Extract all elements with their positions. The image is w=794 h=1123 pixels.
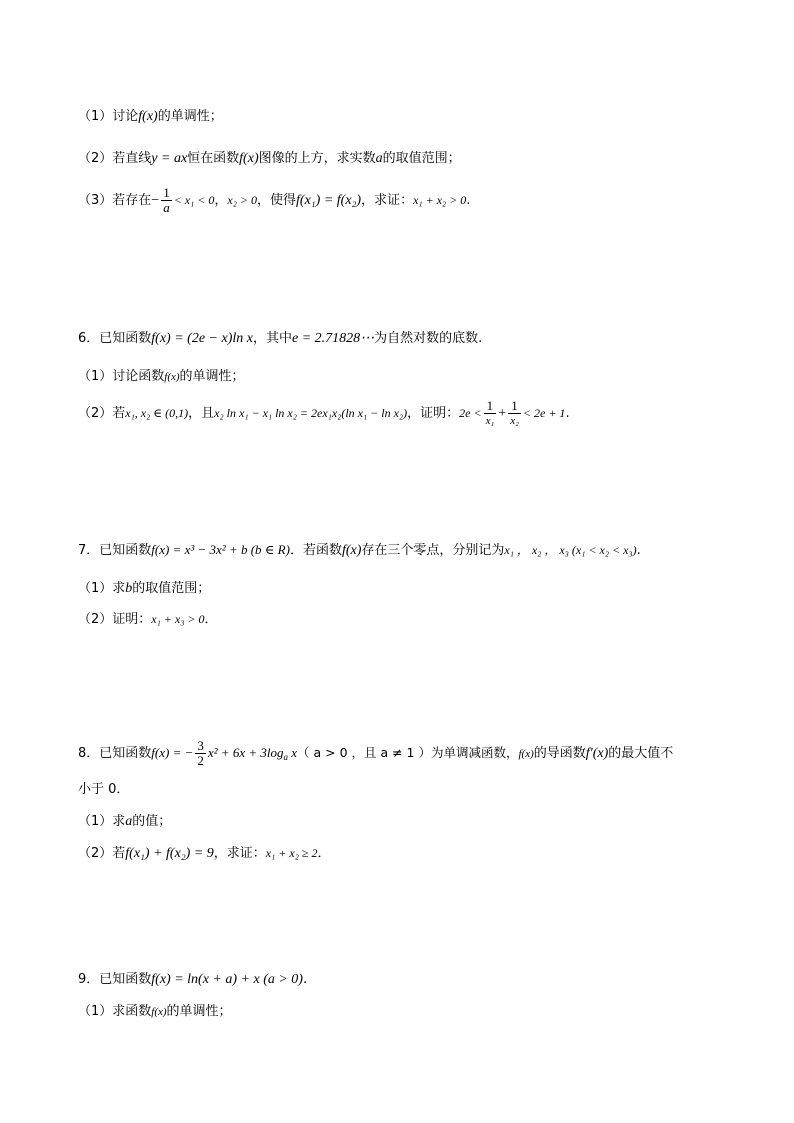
- q7-stem: [78, 540, 641, 561]
- q6-p2-left: 2e <: [459, 406, 482, 420]
- q5-p3-label: （3）若存在: [78, 193, 152, 208]
- q6-p2-frac2-num: 1: [508, 399, 521, 414]
- q7-number: 7．已知函数: [78, 543, 152, 558]
- q9-stem: [78, 970, 307, 990]
- q9-part1: [78, 1002, 232, 1022]
- q9-number: 9．已知函数: [78, 972, 152, 987]
- q6-p2-frac2-den: x₂: [510, 415, 519, 427]
- q5-p2-tail: 图像的上方，求实数: [258, 151, 376, 166]
- q6-p2-prove: ，证明：: [407, 406, 460, 421]
- q6-p1-label: （1）讨论函数: [78, 369, 165, 384]
- q7-tail: 存在三个零点，分别记为: [361, 543, 505, 558]
- q8-fn-pre: f(x) = −: [151, 745, 194, 760]
- q7-mid: ．若函数: [289, 543, 342, 558]
- q8-p2-eq: f(x₁) + f(x₂) = 9: [125, 846, 214, 861]
- q7-part2: [78, 609, 218, 630]
- q5-p3-cond2: x₂ > 0: [227, 193, 258, 207]
- q7-p1-b: b: [125, 581, 133, 596]
- q5-p1-fx: f(x): [138, 109, 158, 124]
- q8-p1-label: （1）求: [78, 814, 126, 829]
- q8-stem-cont: [78, 780, 129, 800]
- q6-p2-set: x₁, x₂ ∈ (0,1): [125, 406, 189, 420]
- q6-e-value: e = 2.71828⋯: [291, 331, 375, 346]
- q7-p2-label: （2）证明：: [78, 612, 152, 627]
- q5-p1-tail: 的单调性；: [157, 109, 223, 124]
- q8-fpx: f′(x): [585, 746, 609, 761]
- q5-p2-a: a: [375, 151, 383, 166]
- q5-p3-frac-den: a: [163, 200, 170, 215]
- q9-p1-label: （1）求函数: [78, 1004, 152, 1019]
- q5-part3: （3）若存在− $\frac{1}{a}$ < x₁ < 0，x₂ > 0，使得f(x₁) = f(x₂)，求证：x₁ + x₂ > 0.: [78, 185, 471, 215]
- q6-p2-mid: ，且: [188, 406, 215, 421]
- q8-p2-end: ．: [317, 846, 331, 861]
- q8-p2-res: x₁ + x₂ ≥ 2: [265, 846, 318, 860]
- q8-fraction: [195, 739, 206, 768]
- q9-p1-fx: f(x): [151, 1006, 167, 1018]
- q5-p3-res: x₁ + x₂ > 0: [413, 193, 467, 207]
- q6-mid: ，其中: [252, 331, 292, 346]
- q8-p1-tail: 的值；: [132, 814, 172, 829]
- q6-p2-frac1: [484, 399, 497, 428]
- q9-end: .: [302, 972, 308, 987]
- q6-part2: [78, 397, 570, 430]
- q8-fn-end: x: [287, 745, 298, 760]
- q5-p3-cond1: < x₁ < 0: [173, 193, 215, 207]
- q8-part1: [78, 812, 171, 832]
- q8-fx: f(x): [518, 748, 534, 760]
- q6-number: 6．已知函数: [78, 331, 152, 346]
- q5-p3-mid: ，使得: [257, 193, 297, 208]
- q7-p2-end: ．: [204, 612, 218, 627]
- q8-frac-den: 2: [197, 753, 204, 768]
- q6-p1-fx: f(x): [164, 371, 180, 383]
- q8-p1-a: a: [125, 814, 133, 829]
- q5-p3-prove: ，求证：: [361, 193, 414, 208]
- q8-part2: [78, 843, 330, 864]
- q6-tail: 为自然对数的底数.: [374, 331, 483, 346]
- q8-log-base: a: [283, 752, 288, 762]
- q6-p2-plus: +: [498, 406, 507, 421]
- q8-p2-label: （2）若: [78, 846, 126, 861]
- q6-p2-frac2: [508, 399, 521, 428]
- q9-p1-tail: 的单调性；: [166, 1004, 232, 1019]
- q6-p2-eq: x₂ ln x₁ − x₁ ln x₂ = 2ex₁x₂(ln x₁ − ln x₂): [214, 406, 408, 420]
- q5-p3-fraction: [161, 186, 172, 215]
- q5-p2-mid: 恒在函数: [187, 151, 240, 166]
- q8-fn-post: x² + 6x + 3log: [207, 745, 284, 760]
- q7-function: f(x) = x³ − 3x² + b (b ∈ R): [151, 542, 290, 557]
- q8-p2-prove: ，求证：: [213, 846, 266, 861]
- q7-end: .: [636, 543, 641, 558]
- q5-p2-tail2: 的取值范围；: [382, 151, 461, 166]
- q5-p1-label: （1）讨论: [78, 109, 139, 124]
- q5-p2-fx: f(x): [239, 151, 259, 166]
- q5-p3-end: .: [466, 193, 471, 208]
- q8-stem-line2: 小于 0．: [78, 782, 130, 797]
- q7-p1-tail: 的取值范围；: [132, 581, 211, 596]
- q6-p2-end: .: [565, 406, 570, 421]
- q6-p2-label: （2）若: [78, 406, 126, 421]
- q7-part1: [78, 579, 210, 599]
- q6-part1: [78, 367, 245, 387]
- q8-mid: 的导函数: [533, 746, 586, 761]
- q5-part2: [78, 149, 461, 169]
- q9-function: f(x) = ln(x + a) + x (a > 0): [151, 972, 303, 987]
- q8-condition: （ a > 0 ，且 a ≠ 1 ）为单调减函数，: [297, 745, 519, 760]
- q5-p3-eq: f(x₁) = f(x₂): [296, 193, 362, 208]
- q7-p2-res: x₁ + x₃ > 0: [151, 612, 205, 626]
- q7-zeros: x₁ ， x₂ ， x₃ (x₁ < x₂ < x₃): [504, 543, 637, 557]
- q8-stem: [78, 736, 673, 774]
- q8-number: 8．已知函数: [78, 746, 152, 761]
- q6-p1-tail: 的单调性；: [179, 369, 245, 384]
- q8-frac-num: 3: [197, 738, 204, 753]
- q8-tail: 的最大值不: [608, 746, 674, 761]
- q5-p3-frac-num: 1: [163, 185, 170, 200]
- q6-p2-frac1-den: x₁: [485, 415, 495, 427]
- q6-p2-right: < 2e + 1: [522, 406, 566, 420]
- q5-part1: [78, 107, 223, 127]
- q6-p2-frac1-num: 1: [484, 399, 497, 414]
- q5-p2-line: y = ax: [151, 151, 188, 166]
- q6-stem: [78, 329, 482, 349]
- q7-p1-label: （1）求: [78, 581, 126, 596]
- q6-function: f(x) = (2e − x)ln x: [151, 331, 253, 346]
- q5-p2-label: （2）若直线: [78, 151, 152, 166]
- q7-fx: f(x): [341, 543, 362, 558]
